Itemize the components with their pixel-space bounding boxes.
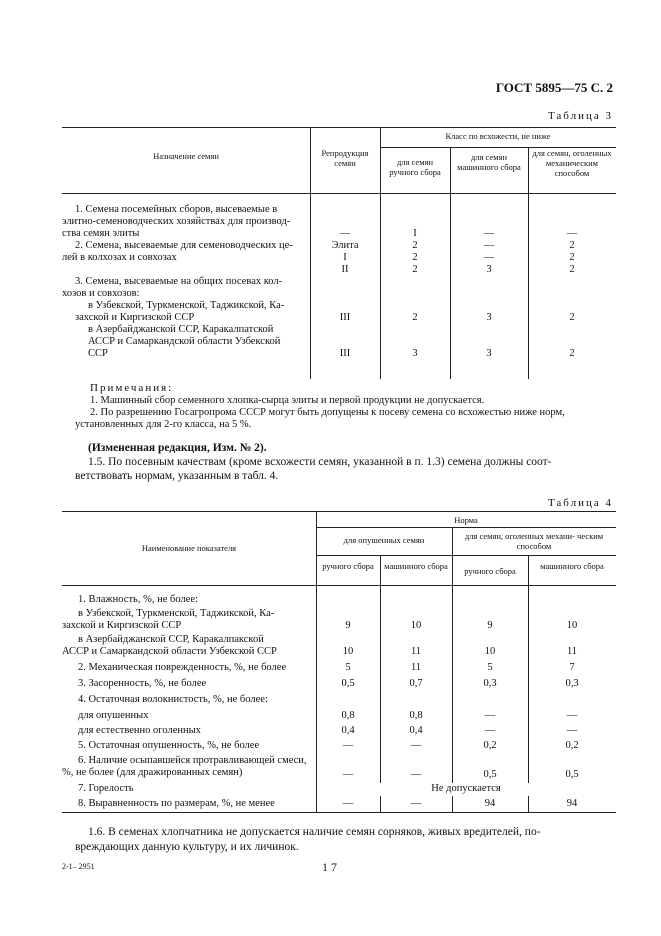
t4-fuzz-v4: 0,2 [565,740,579,751]
t4-contamination-label: 3. Засоренность, %, не более [78,678,207,689]
col-norm: Норма [454,515,478,525]
t4-fiber-natural-v3: — [484,725,496,736]
t4-damage-v1: 5 [345,662,351,673]
t3-row4-line1: в Азербайджанской ССР, Каракалпатской [88,324,274,335]
t4-moisture-az-line1: в Азербайджанской ССР, Каракалпакской [78,634,264,645]
t4-uniformity-v1: — [342,798,354,809]
t4-damage-v4: 7 [569,662,575,673]
t4-damage-label: 2. Механическая поврежденность, %, не более [78,662,287,673]
footer-print-code: 2-1– 2951 [62,862,95,871]
t3-row4-line3: ССР [88,348,108,359]
page-number: 17 [322,860,340,874]
t4-fiber-fuzzy-label: для опушенных [78,710,149,721]
t4-moisture-az-v4: 11 [566,646,578,657]
t3-row1-machine: — [483,228,495,239]
t4-fiber-fuzzy-v4: — [566,710,578,721]
t3-row2-repro-a: Элита [331,240,359,251]
para15-line1: 1.5. По посевным качествам (кроме всхожести семян, указанной в п. 1.3) семена должны соот- [88,456,552,468]
sub-manual-delinted: ручного сбора [464,566,516,576]
para16-line2: вреждающих данную культуру, и их личинок. [75,841,299,853]
t3-row3-repro: III [339,312,351,323]
table3-title: Таблица 3 [547,110,613,122]
t4-burn-label: 7. Горелость [78,783,134,794]
grp-delinted: для семян, оголенных механи- ческим способом [464,531,604,551]
col-indicator: Наименование показателя [141,543,237,553]
t3-row2-delint-a: 2 [569,240,575,251]
t3-row1-line3: ства семян элиты [62,228,140,239]
notes-title: Примечания: [90,382,174,394]
t4-moisture-az-v1: 10 [342,646,354,657]
t3-row4-delint: 2 [569,348,575,359]
col-reproduction: Репродукция семян [321,148,369,168]
t3-row3-delint: 2 [569,312,575,323]
para16-line1: 1.6. В семенах хлопчатника не допускается наличие семян сорняков, живых вредителей, по- [88,826,541,838]
note-2: 2. По разрешению Госагропрома СССР могут быть допущены к посеву семена со всхожестью ниже норм, [90,407,565,418]
t4-fiber-natural-v4: — [566,725,578,736]
t4-fiber-title: 4. Остаточная волокнистость, %, не более: [78,694,268,705]
t3-row2-manual-a: 2 [412,240,418,251]
t4-burn-value: Не допускается [431,783,501,794]
t4-uniformity-label: 8. Выравненность по размерам, %, не менее [78,798,275,809]
t3-row2-line2: лей в колхозах и совхозах [62,252,177,263]
note-2-cont: установленных для 2-го класса, на 5 %. [75,419,252,430]
amendment-note: (Измененная редакция, Изм. № 2). [88,442,267,454]
t4-moisture-uz-v4: 10 [566,620,578,631]
t3-row2-machine-c: 3 [486,264,492,275]
t4-moisture-az-v3: 10 [484,646,496,657]
col-delinted: для семян, оголенных механическим способом [532,148,612,178]
t4-fuzz-v1: — [342,740,354,751]
t4-fiber-natural-v2: 0,4 [409,725,423,736]
t3-row4-machine: 3 [486,348,492,359]
t3-row2-machine-a: — [483,240,495,251]
col-purpose: Назначение семян [153,151,219,161]
t4-damage-v2: 11 [410,662,422,673]
t4-contamination-v2: 0,7 [409,678,423,689]
t4-mixture-v1: — [342,769,354,780]
t4-fiber-natural-v1: 0,4 [341,725,355,736]
document-header: ГОСТ 5895—75 С. 2 [495,80,613,95]
sub-machine-fuzzy: машинного сбора [384,561,448,571]
t4-fiber-natural-label: для естественно оголенных [78,725,201,736]
t4-fuzz-v2: — [410,740,422,751]
t4-mixture-v2: — [410,769,422,780]
t3-row2-delint-c: 2 [569,264,575,275]
t3-row3-manual: 2 [412,312,418,323]
t3-row2-repro-b: I [343,252,347,263]
t4-fuzz-v3: 0,2 [483,740,497,751]
t4-fiber-fuzzy-v1: 0,8 [341,710,355,721]
t4-moisture-uz-line1: в Узбекской, Туркменской, Таджикской, Ка- [78,608,275,619]
t4-moisture-az-line2: АССР и Самаркандской области Узбекской ССР [62,646,277,657]
t4-moisture-az-v2: 11 [410,646,422,657]
t3-row4-line2: АССР и Самаркандской области Узбекской [88,336,281,347]
t4-uniformity-v4: 94 [566,798,578,809]
t4-mixture-v4: 0,5 [565,769,579,780]
t3-row3-line2: хозов и совхозов: [62,288,140,299]
t3-row2-line1: 2. Семена, высеваемые для семеноводческих це- [75,240,293,251]
t3-row2-machine-b: — [483,252,495,263]
t3-row1-repro: — [339,228,351,239]
t3-row4-repro: III [339,348,351,359]
t3-row1-delint: — [566,228,578,239]
grp-fuzzy: для опушенных семян [343,535,425,545]
col-class: Класс по всхожести, не ниже [445,131,551,141]
t4-fiber-fuzzy-v2: 0,8 [409,710,423,721]
t3-row1-manual: I [413,228,417,239]
table4-title: Таблица 4 [547,497,613,509]
t3-row4-manual: 3 [412,348,418,359]
t4-contamination-v3: 0,3 [483,678,497,689]
t4-moisture-uz-line2: захской и Киргизской ССР [62,620,182,631]
sub-manual-fuzzy: ручного сбора [322,561,374,571]
t4-damage-v3: 5 [487,662,493,673]
t4-uniformity-v2: — [410,798,422,809]
t3-row3-line1: 3. Семена, высеваемые на общих посевах кол- [75,276,283,287]
t3-row2-repro-c: II [341,264,349,275]
t3-row2-delint-b: 2 [569,252,575,263]
t4-moisture-uz-v1: 9 [345,620,351,631]
note-1: 1. Машинный сбор семенного хлопка-сырца элиты и первой продукции не допускается. [90,395,485,406]
t4-contamination-v1: 0,5 [341,678,355,689]
t4-contamination-v4: 0,3 [565,678,579,689]
t4-moisture-uz-v3: 9 [487,620,493,631]
sub-machine-delinted: машинного сбора [540,561,604,571]
t3-row2-manual-b: 2 [412,252,418,263]
t4-fuzz-label: 5. Остаточная опушенность, %, не более [78,740,260,751]
t4-moisture-title: 1. Влажность, %, не более: [78,594,198,605]
t3-row1-line1: 1. Семена посемейных сборов, высеваемые в [75,204,278,215]
t4-fiber-fuzzy-v3: — [484,710,496,721]
col-machine: для семян машинного сбора [457,152,521,172]
t3-row3-machine: 3 [486,312,492,323]
t3-row2-manual-c: 2 [412,264,418,275]
t4-mixture-line2: %, не более (для дражированных семян) [62,767,243,778]
t4-moisture-uz-v2: 10 [410,620,422,631]
t3-row3-line3: в Узбекской, Туркменской, Таджикской, Ка- [88,300,285,311]
t3-row3-line4: захской и Киргизской ССР [75,312,195,323]
t4-uniformity-v3: 94 [484,798,496,809]
para15-line2: ветствовать нормам, указанным в табл. 4. [75,470,279,482]
t3-row1-line2: элитно-семеноводческих хозяйствах для производ- [62,216,291,227]
t4-mixture-line1: 6. Наличие осыпавшейся протравливающей смеси, [78,755,307,766]
t4-mixture-v3: 0,5 [483,769,497,780]
col-manual: для семян ручного сбора [389,157,441,177]
